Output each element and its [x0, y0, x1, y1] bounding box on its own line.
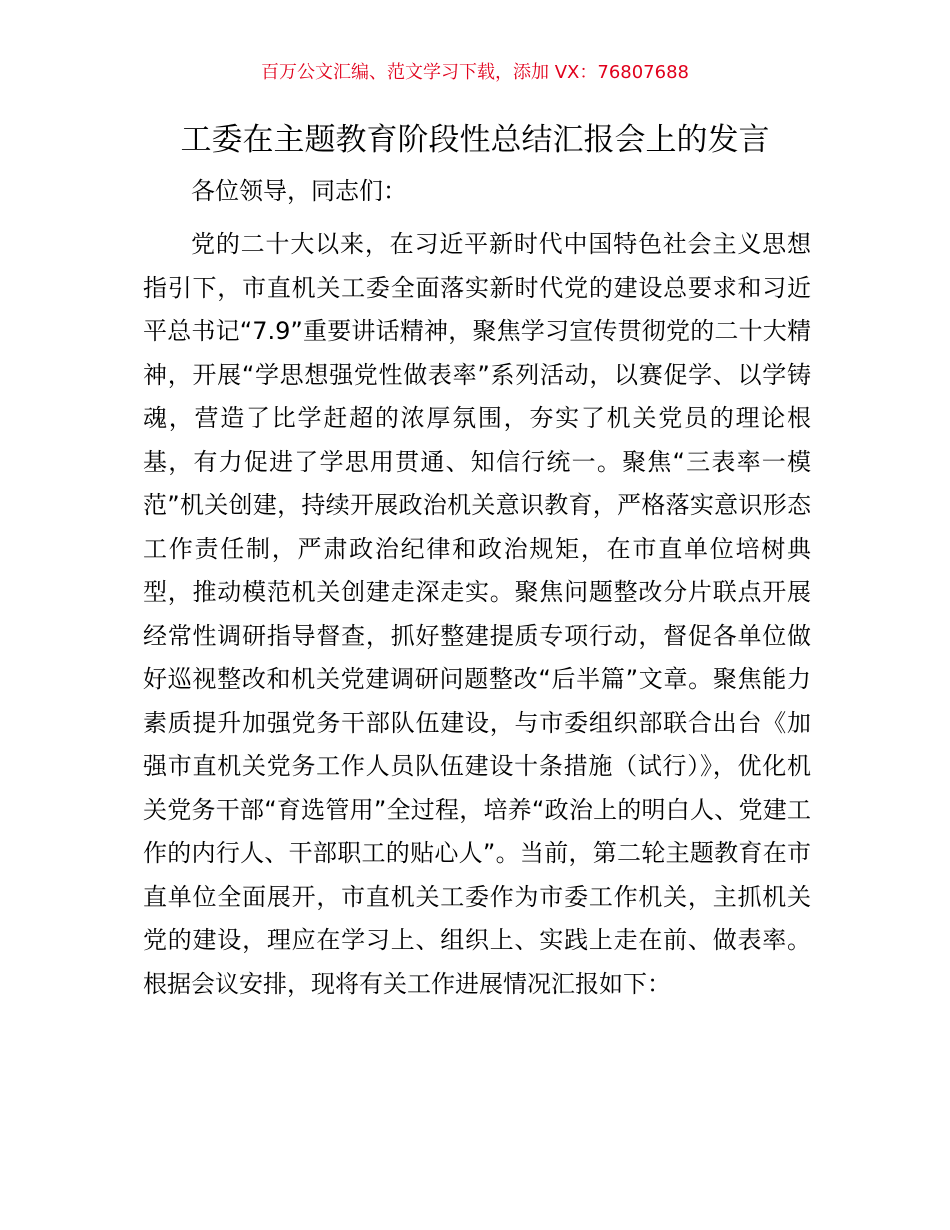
promo-header-text: 百万公文汇编、范文学习下载，添加 VX：76807688: [261, 62, 689, 83]
document-title: 工委在主题教育阶段性总结汇报会上的发言: [180, 122, 770, 158]
salutation: 各位领导，同志们：: [191, 177, 407, 205]
body-paragraph: 党的二十大以来，在习近平新时代中国特色社会主义思想指引下，市直机关工委全面落实新时代党的建设总要求和习近平总书记“7.9”重要讲话精神，聚焦学习宣传贯彻党的二十大精神，开展“学思想强党性做表率”系列活动，以赛促学、以学铸魂，营造了比学赶超的浓厚氛围，夯实了机关党员的理论根基，有力促进了学思用贯通、知信行统一。聚焦“三表率一模范”机关创建，持续开展政治机关意识教育，严格落实意识形态工作责任制，严肃政治纪律和政治规矩，在市直单位培树典型，推动模范机关创建走深走实。聚焦问题整改分片联点开展经常性调研指导督查，抓好整建提质专项行动，督促各单位做好巡视整改和机关党建调研问题整改“后半篇”文章。聚焦能力素质提升加强党务干部队伍建设，与市委组织部联合出台《加强市直机关党务工作人员队伍建设十条措施（试行）》，优化机关党务干部“育选管用”全过程，培养“政治上的明白人、党建工作的内行人、干部职工的贴心人”。当前，第二轮主题教育在市直单位全面展开，市直机关工委作为市委工作机关，主抓机关党的建设，理应在学习上、组织上、实践上走在前、做表率。根据会议安排，现将有关工作进展情况汇报如下：: [143, 230, 811, 998]
